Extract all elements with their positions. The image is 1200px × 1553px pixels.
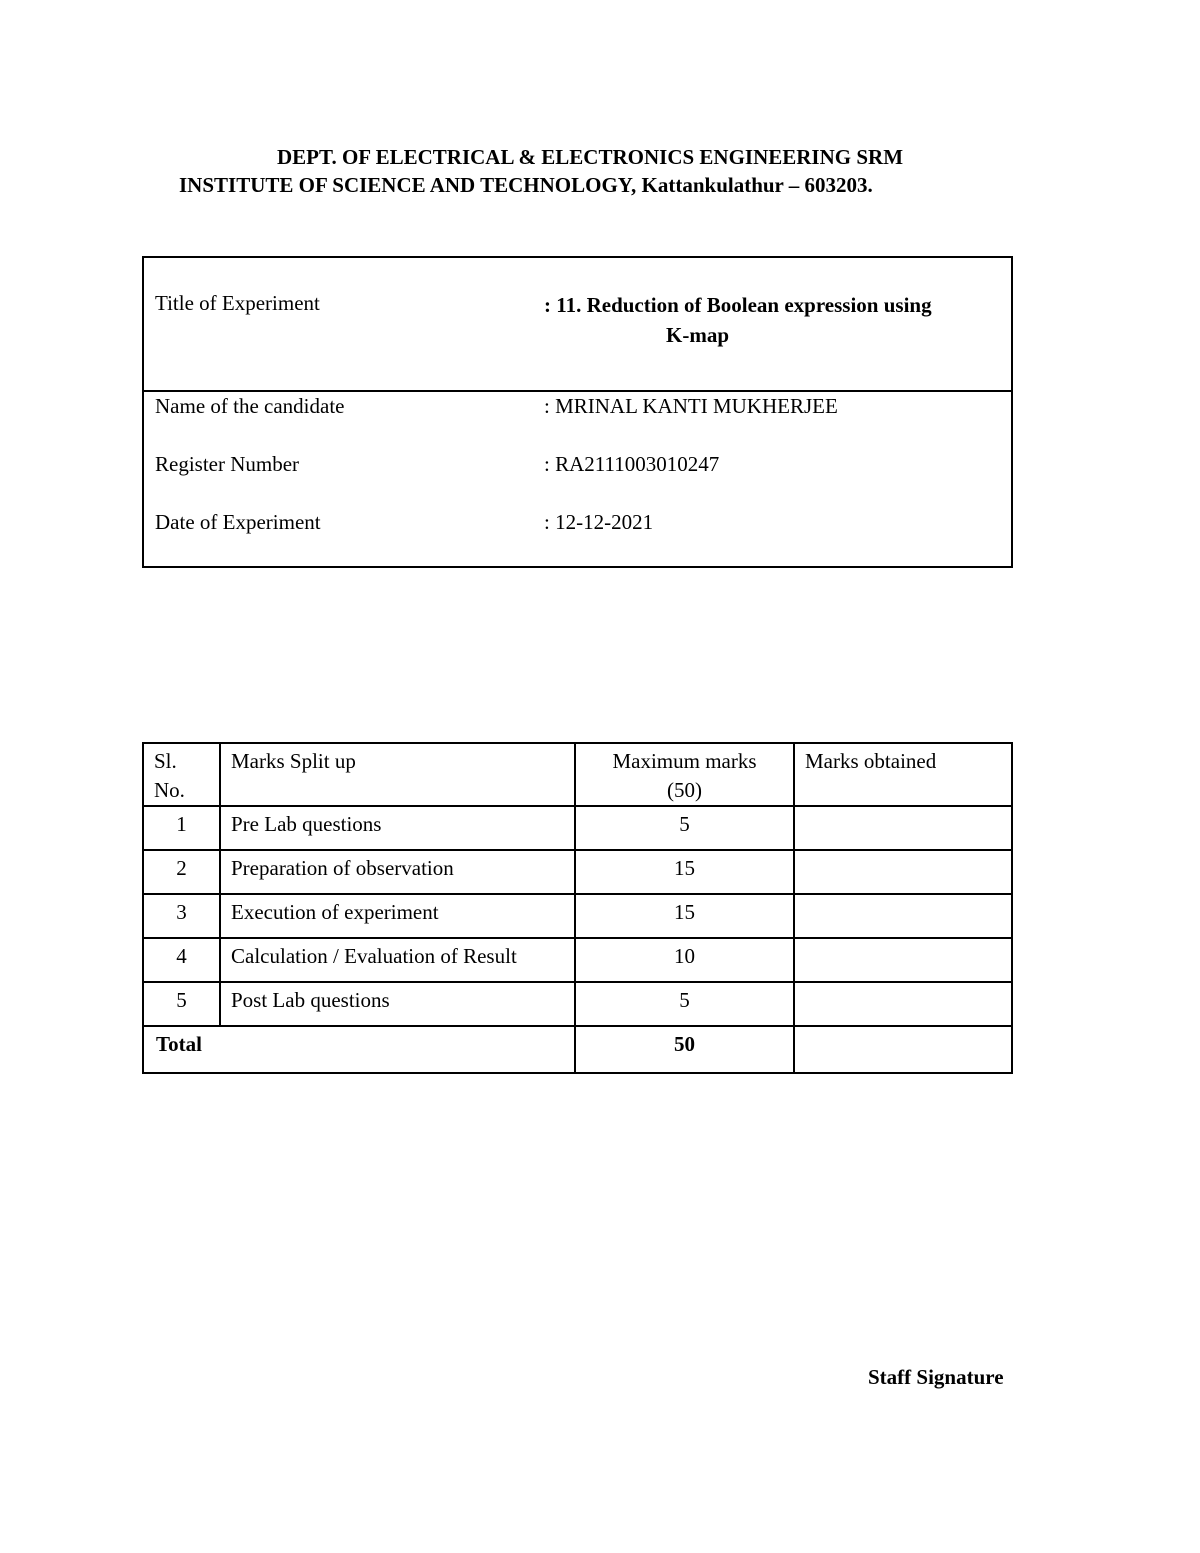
row-sl: 5 — [143, 982, 220, 1026]
row-sl: 1 — [143, 806, 220, 850]
header-sl-line1: Sl. — [154, 749, 177, 773]
candidate-name-label: Name of the candidate — [155, 394, 345, 418]
header-sl-line2: No. — [154, 778, 185, 802]
row-max: 10 — [575, 938, 794, 982]
total-label-cell — [143, 1026, 575, 1073]
total-obtained-cell — [794, 1026, 1012, 1073]
candidate-name-value: : MRINAL KANTI MUKHERJEE — [544, 394, 838, 418]
header-max-line1: Maximum marks — [612, 749, 757, 773]
experiment-info-box — [142, 256, 1013, 568]
header-line-2: INSTITUTE OF SCIENCE AND TECHNOLOGY, Kattankulathur – 603203. — [179, 173, 873, 197]
row-split: Preparation of observation — [220, 850, 575, 894]
date-label: Date of Experiment — [155, 510, 321, 534]
total-obtained — [795, 1027, 1011, 1030]
row-sl: 2 — [143, 850, 220, 894]
header-max-line2: (50) — [667, 778, 702, 802]
date-value: : 12-12-2021 — [544, 510, 654, 534]
row-split: Calculation / Evaluation of Result — [220, 938, 575, 982]
row-max: 15 — [575, 850, 794, 894]
title-value — [544, 290, 989, 350]
row-obtained — [794, 982, 1012, 1026]
table-row — [143, 850, 1012, 894]
row-split: Pre Lab questions — [220, 806, 575, 850]
row-obtained — [794, 938, 1012, 982]
title-label: Title of Experiment — [155, 291, 320, 315]
table-row — [143, 938, 1012, 982]
row-split: Execution of experiment — [220, 894, 575, 938]
title-row — [144, 258, 1011, 392]
header-marks-obtained: Marks obtained — [794, 743, 1012, 806]
row-max: 15 — [575, 894, 794, 938]
table-header-row — [143, 743, 1012, 806]
title-value-line-2: K-map — [666, 323, 729, 347]
marks-table — [142, 742, 1013, 1074]
row-obtained — [794, 850, 1012, 894]
header-marks-split: Marks Split up — [220, 743, 575, 806]
row-sl: 3 — [143, 894, 220, 938]
row-split: Post Lab questions — [220, 982, 575, 1026]
header-line-1: DEPT. OF ELECTRICAL & ELECTRONICS ENGINEERING SRM — [277, 145, 904, 169]
total-max-cell — [575, 1026, 794, 1073]
row-max: 5 — [575, 982, 794, 1026]
register-number-value: : RA2111003010247 — [544, 452, 720, 476]
row-obtained — [794, 894, 1012, 938]
table-row — [143, 806, 1012, 850]
table-row — [143, 894, 1012, 938]
staff-signature-label: Staff Signature — [868, 1365, 1004, 1389]
title-value-line-1: : 11. Reduction of Boolean expression using — [544, 293, 932, 317]
total-max: 50 — [674, 1032, 695, 1056]
row-obtained — [794, 806, 1012, 850]
row-sl: 4 — [143, 938, 220, 982]
row-max: 5 — [575, 806, 794, 850]
table-row — [143, 982, 1012, 1026]
total-row — [143, 1026, 1012, 1073]
register-number-label: Register Number — [155, 452, 300, 476]
header-sl-no — [143, 743, 220, 806]
total-label: Total — [156, 1032, 202, 1056]
header-maximum-marks — [575, 743, 794, 806]
